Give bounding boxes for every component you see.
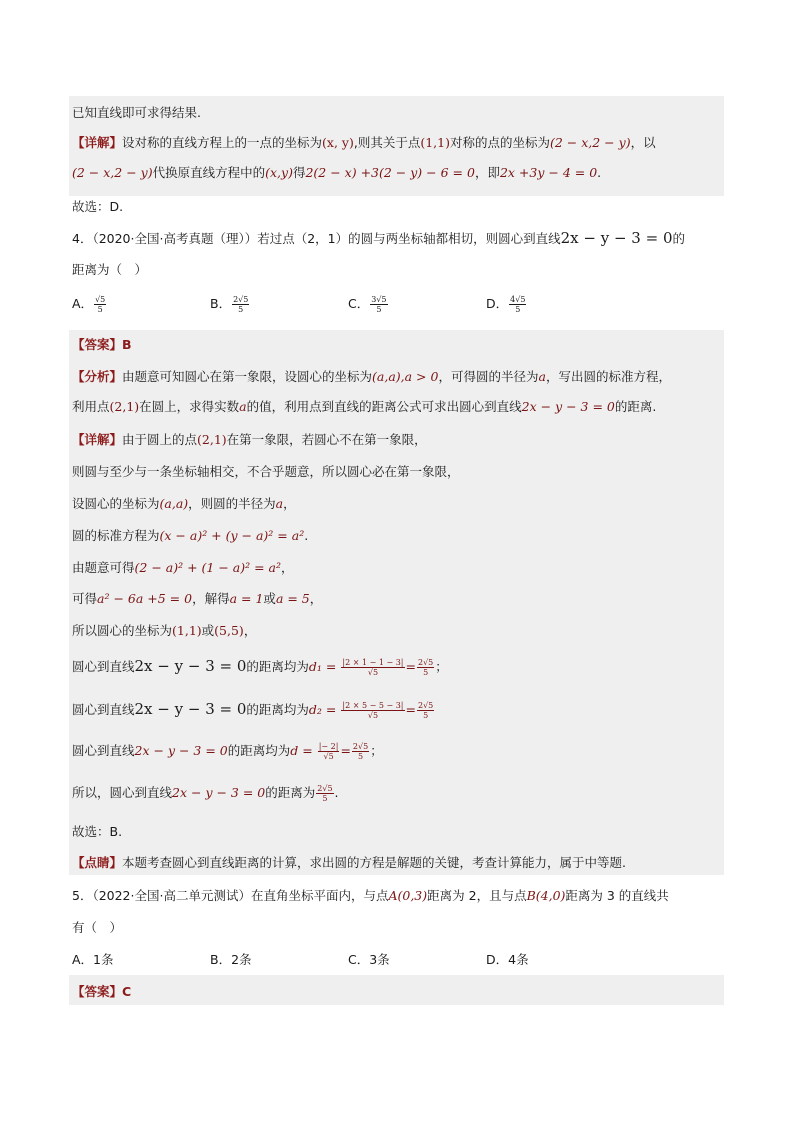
choice-line: 故选：D. (72, 199, 124, 214)
distance-line-3: 圆心到直线2x − y − 3 = 0的距离均为d = $\frac{|- 2|}{√5}$ = $\frac{2√5}{5}$ ； (72, 742, 383, 761)
option-d: D．4条 (486, 952, 529, 967)
option-b: B．2条 (210, 952, 252, 967)
text-line: 设圆心的坐标为(a,a)，则圆的半径为a， (72, 496, 296, 511)
question-5-stem: 5．（2022·全国·高二单元测试）在直角坐标平面内，与点A(0,3)距离为 2，且与点B(4,0)距离为 3 的直线共 (72, 888, 669, 903)
summary-line: 所以，圆心到直线2x − y − 3 = 0的距离为 $\frac{2√5}{5}$ . (72, 784, 339, 803)
text-line: (2 − x,2 − y)代换原直线方程中的(x,y)得2(2 − x) +3(2 − y) − 6 = 0，即2x +3y − 4 = 0. (72, 165, 602, 180)
distance-line-1: 圆心到直线2x − y − 3 = 0的距离均为d₁ = $\frac{|2 \times 1 - 1 - 3|}{√5}$ = $\frac{2√5}{5}$ ； (72, 657, 448, 677)
text-line: 可得a² − 6a +5 = 0，解得a = 1或a = 5， (72, 591, 323, 606)
text-line: 已知直线即可求得结果. (72, 105, 201, 120)
text-line: 所以圆心的坐标为(1,1)或(5,5)， (72, 623, 257, 638)
option-a: A． $\frac{√5}{5}$ (72, 295, 106, 314)
text-line: 由题意可得(2 − a)² + (1 − a)² = a²， (72, 560, 294, 575)
text-line: 则圆与至少与一条坐标轴相交，不合乎题意，所以圆心必在第一象限， (72, 464, 460, 479)
choice-line: 故选：B. (72, 824, 123, 839)
option-d: D． $\frac{4√5}{5}$ (486, 295, 526, 314)
question-5-stem-2: 有（ ） (72, 920, 123, 935)
option-c: C． $\frac{3√5}{5}$ (348, 295, 387, 314)
detail-line: 【详解】由于圆上的点(2,1)在第一象限，若圆心不在第一象限， (72, 432, 427, 447)
answer-line: 【答案】C (72, 984, 132, 999)
answer-line: 【答案】B (72, 337, 132, 352)
question-4-stem-2: 距离为（ ） (72, 262, 148, 277)
analysis-line: 【分析】由题意可知圆心在第一象限，设圆心的坐标为(a,a),a > 0，可得圆的半径为a，写出圆的标准方程， (72, 369, 671, 384)
distance-line-2: 圆心到直线2x − y − 3 = 0的距离均为d₂ = $\frac{|2 \times 5 - 5 - 3|}{√5}$ = $\frac{2√5}{5}$ (72, 700, 434, 720)
option-b: B． $\frac{2√5}{5}$ (210, 295, 249, 314)
option-c: C．3条 (348, 952, 390, 967)
question-4-stem: 4．（2020·全国·高考真题（理））若过点（2，1）的圆与两坐标轴都相切，则圆心到直线2x − y − 3 = 0的 (72, 229, 686, 247)
comment-line: 【点睛】本题考查圆心到直线距离的计算，求出圆的方程是解题的关键，考查计算能力，属于中等题. (72, 855, 626, 870)
option-a: A．1条 (72, 952, 114, 967)
analysis-line-2: 利用点(2,1)在圆上，求得实数a的值，利用点到直线的距离公式可求出圆心到直线2x − y − 3 = 0的距离. (72, 399, 657, 414)
detail-line: 【详解】设对称的直线方程上的一点的坐标为(x, y),则其关于点(1,1)对称的点的坐标为(2 − x,2 − y)，以 (72, 135, 656, 150)
detail-tag: 【详解】 (72, 135, 123, 150)
text-line: 圆的标准方程为(x − a)² + (y − a)² = a². (72, 528, 309, 543)
